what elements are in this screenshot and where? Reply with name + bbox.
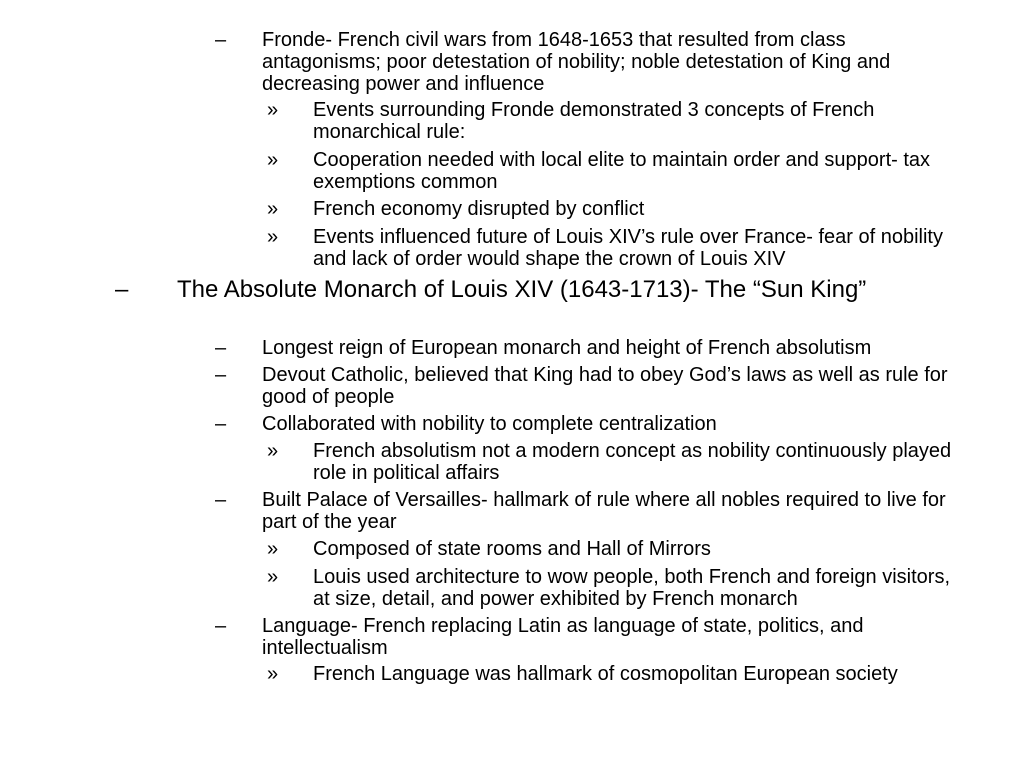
- sub-bullet-text: Events surrounding Fronde demonstrated 3 concepts of French monarchical rule:: [313, 99, 875, 143]
- bullet-text: Longest reign of European monarch and height of French absolutism: [262, 337, 872, 359]
- guillemet-bullet-marker: »: [267, 440, 279, 462]
- dash-bullet-marker: –: [215, 615, 227, 637]
- sub-bullet-absolutism: [267, 440, 963, 484]
- sub-bullet-text: Louis used architecture to wow people, both French and foreign visitors, at size, detail, and power exhibited by French monarch: [313, 566, 951, 610]
- bullet-collaborated: [215, 413, 962, 435]
- dash-bullet-marker: –: [115, 276, 129, 303]
- sub-bullet-future-rule: [267, 226, 963, 270]
- sub-bullet-text: Cooperation needed with local elite to maintain order and support- tax exemptions common: [313, 149, 931, 193]
- guillemet-bullet-marker: »: [267, 149, 279, 171]
- topic-absolute-monarch: [115, 276, 967, 303]
- guillemet-bullet-marker: »: [267, 663, 279, 685]
- sub-bullet-text: French Language was hallmark of cosmopolitan European society: [313, 663, 898, 685]
- bullet-text: Devout Catholic, believed that King had to obey God’s laws as well as rule for good of people: [262, 364, 948, 408]
- sub-bullet-cooperation: [267, 149, 963, 193]
- sub-bullet-state-rooms: [267, 538, 963, 560]
- bullet-fronde: [215, 29, 962, 95]
- bullet-versailles: [215, 489, 962, 533]
- guillemet-bullet-marker: »: [267, 226, 279, 248]
- sub-bullet-text: Composed of state rooms and Hall of Mirrors: [313, 538, 711, 560]
- dash-bullet-marker: –: [215, 489, 227, 511]
- sub-bullet-fronde-concepts: [267, 99, 963, 143]
- guillemet-bullet-marker: »: [267, 198, 279, 220]
- sub-bullet-architecture: [267, 566, 963, 610]
- dash-bullet-marker: –: [215, 29, 227, 51]
- sub-bullet-economy: [267, 198, 963, 220]
- sub-bullet-text: French absolutism not a modern concept as nobility continuously played role in political affairs: [313, 440, 952, 484]
- bullet-language: [215, 615, 962, 659]
- guillemet-bullet-marker: »: [267, 566, 279, 588]
- bullet-devout-catholic: [215, 364, 962, 408]
- dash-bullet-marker: –: [215, 337, 227, 359]
- sub-bullet-text: French economy disrupted by conflict: [313, 198, 645, 220]
- bullet-text: Collaborated with nobility to complete centralization: [262, 413, 717, 435]
- dash-bullet-marker: –: [215, 364, 227, 386]
- guillemet-bullet-marker: »: [267, 99, 279, 121]
- bullet-text: Fronde- French civil wars from 1648-1653 that resulted from class antagonisms; poor detestation of nobility; noble detestation of King and decreasing power and influence: [262, 29, 891, 95]
- dash-bullet-marker: –: [215, 413, 227, 435]
- guillemet-bullet-marker: »: [267, 538, 279, 560]
- sub-bullet-french-language: [267, 663, 963, 685]
- bullet-text: Language- French replacing Latin as language of state, politics, and intellectualism: [262, 615, 864, 659]
- topic-text: The Absolute Monarch of Louis XIV (1643-1713)- The “Sun King”: [177, 276, 867, 303]
- bullet-longest-reign: [215, 337, 962, 359]
- sub-bullet-text: Events influenced future of Louis XIV’s rule over France- fear of nobility and lack of order would shape the crown of Louis XIV: [313, 226, 943, 270]
- bullet-text: Built Palace of Versailles- hallmark of rule where all nobles required to live for part of the year: [262, 489, 946, 533]
